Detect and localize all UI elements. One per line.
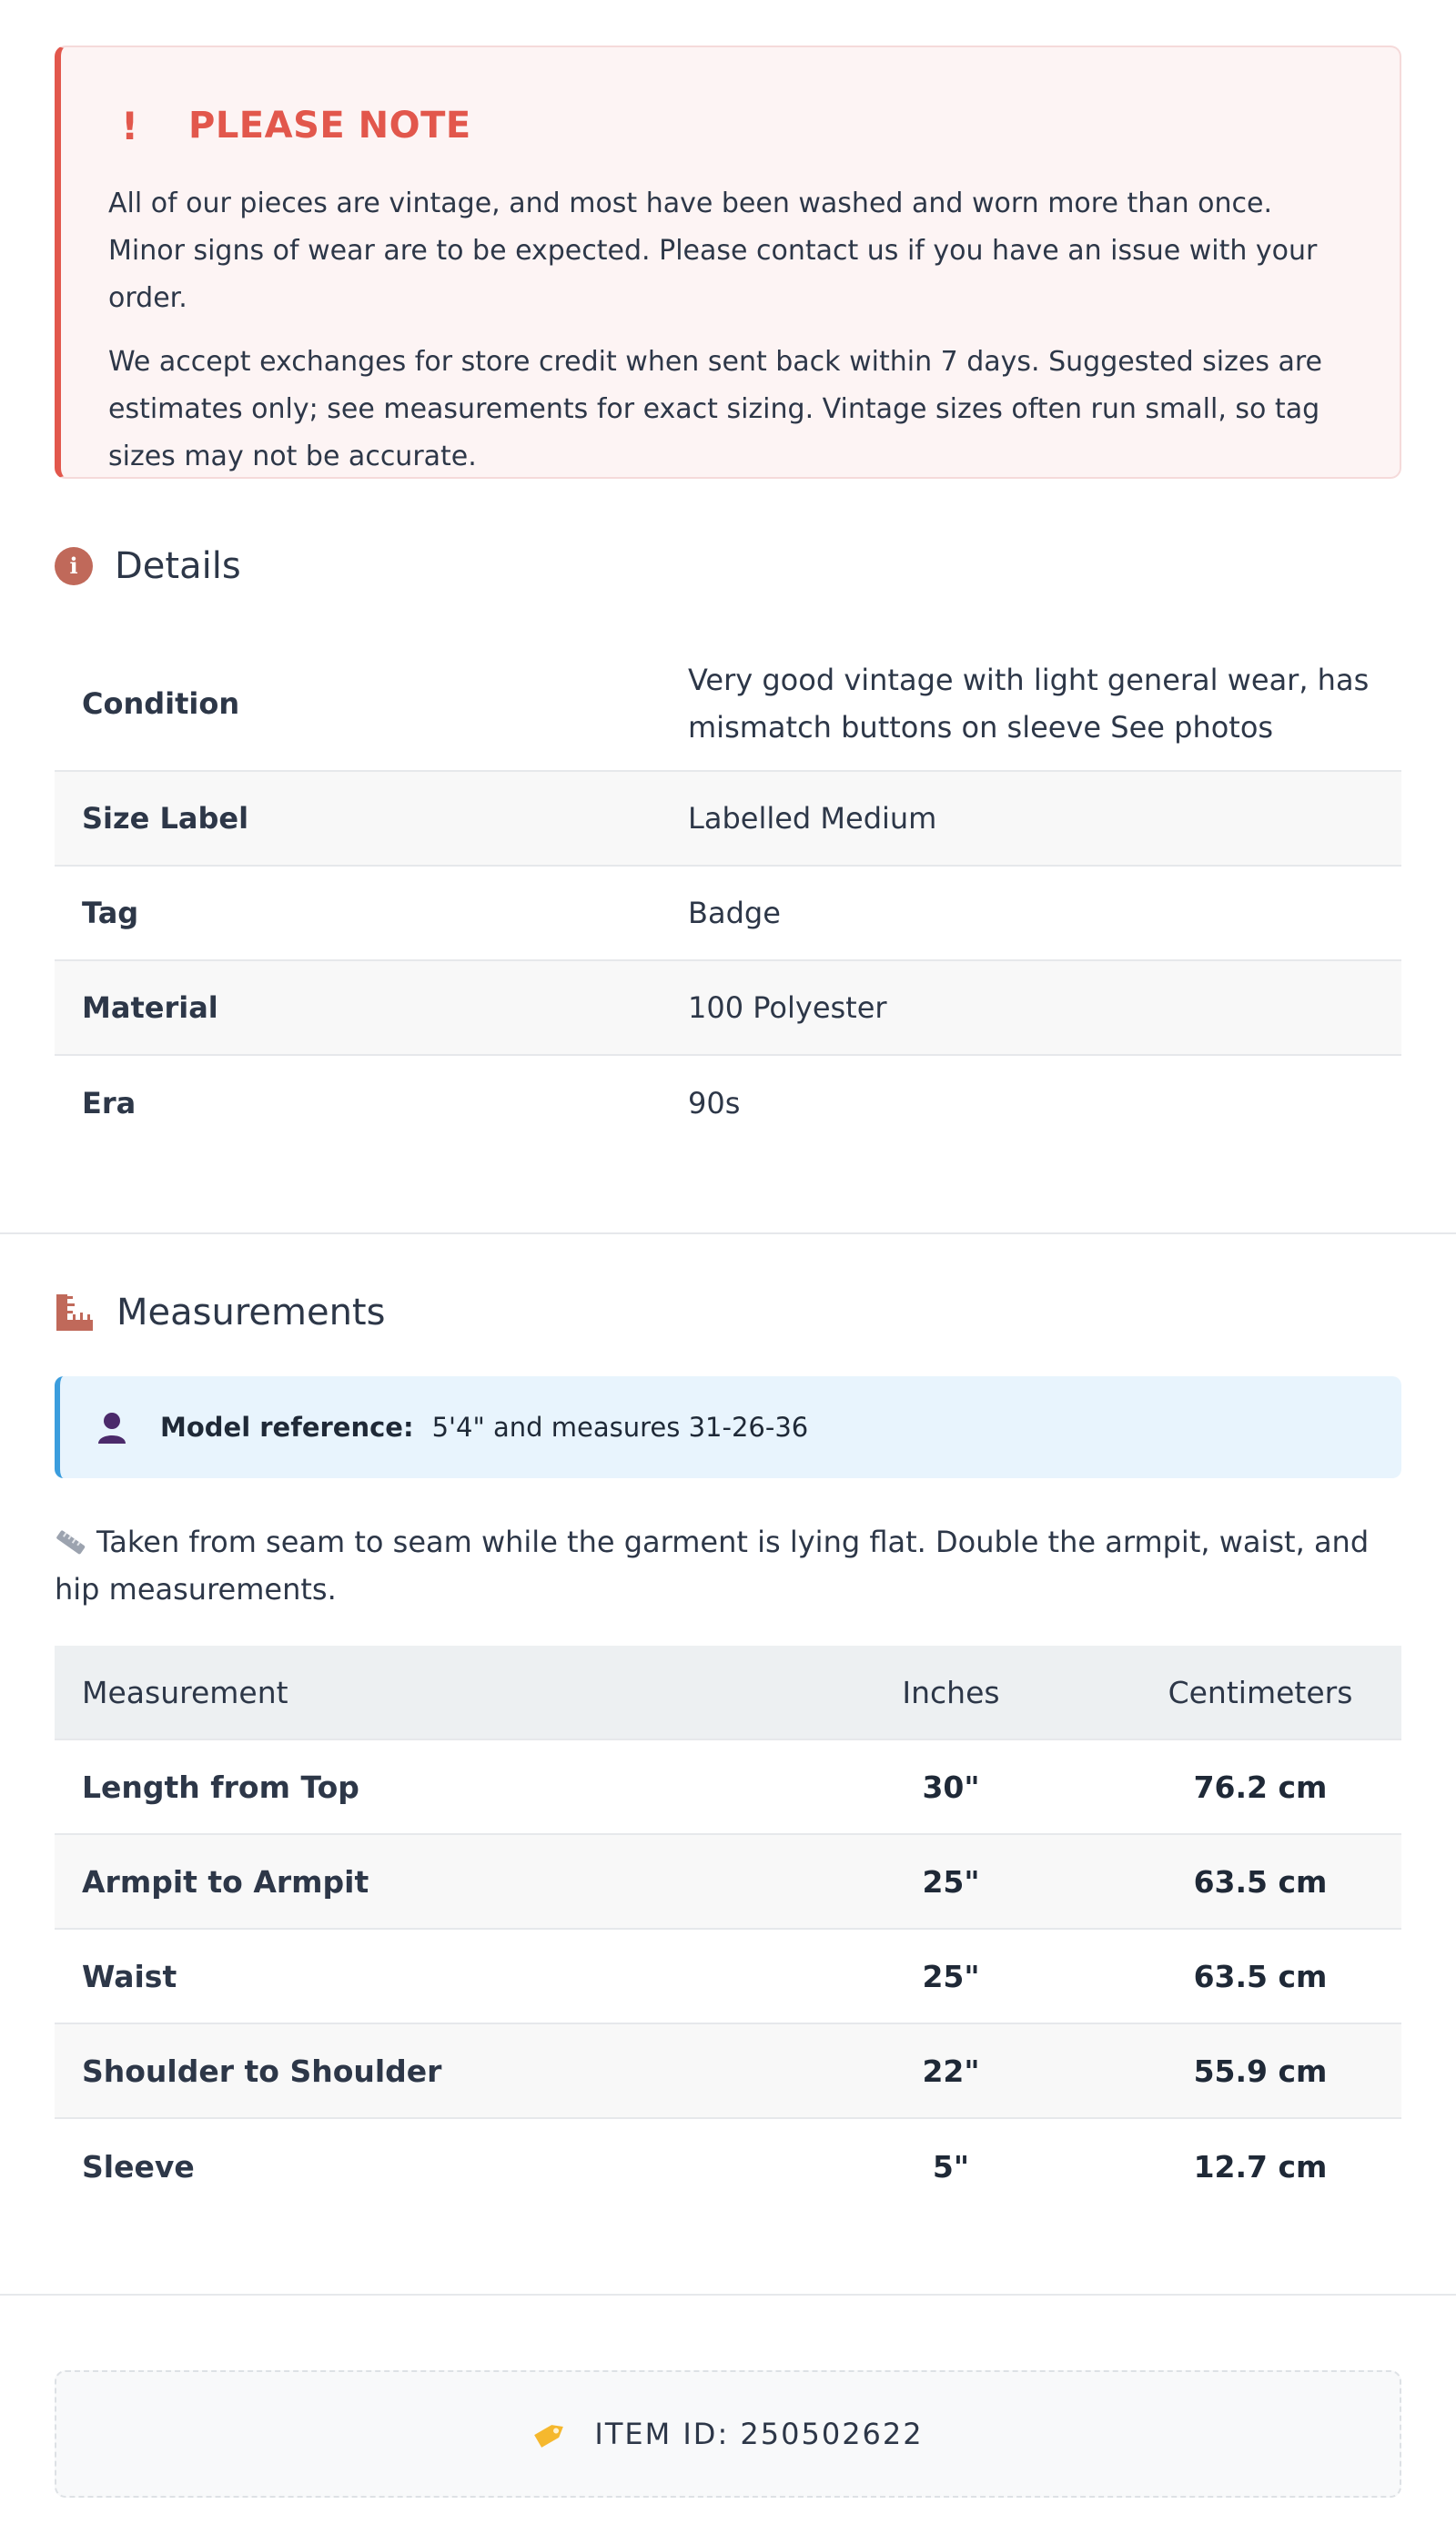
- details-value: 90s: [688, 1086, 741, 1120]
- details-label: Size Label: [82, 801, 249, 836]
- measurements-title: Measurements: [116, 1292, 386, 1333]
- measurement-name: Armpit to Armpit: [82, 1863, 369, 1900]
- section-divider: [0, 1232, 1456, 1234]
- header-measurement: Measurement: [82, 1674, 288, 1710]
- tag-icon: [532, 2418, 569, 2450]
- info-circle-icon: i: [55, 547, 93, 585]
- details-value: Badge: [688, 896, 781, 930]
- measurement-inches: 25": [922, 1863, 980, 1900]
- table-row: [55, 1930, 1401, 2024]
- measurement-note: [55, 1518, 1401, 1613]
- please-note-box: [55, 46, 1401, 479]
- table-row: [55, 1835, 1401, 1930]
- measurement-cm: 63.5 cm: [1193, 1863, 1328, 1900]
- details-label: Tag: [82, 896, 139, 930]
- item-id-label: ITEM ID: 250502622: [594, 2417, 924, 2451]
- measurement-name: Shoulder to Shoulder: [82, 2053, 442, 2089]
- details-label: Era: [82, 1086, 136, 1120]
- measurements-table: [55, 1646, 1401, 2214]
- details-title: Details: [115, 545, 241, 587]
- details-label: Condition: [82, 686, 240, 721]
- section-divider: [0, 2294, 1456, 2296]
- details-value: Very good vintage with light general wear, has mismatch buttons on sleeve See photos: [688, 663, 1370, 745]
- details-value: 100 Polyester: [688, 990, 887, 1025]
- measurement-name: Sleeve: [82, 2148, 195, 2185]
- details-row-era: [55, 1056, 1401, 1151]
- measurement-name: Waist: [82, 1958, 177, 1994]
- please-note-text: [108, 180, 1352, 481]
- measurement-name: Length from Top: [82, 1769, 359, 1805]
- ruler-icon: [55, 1293, 95, 1333]
- please-note-title: PLEASE NOTE: [188, 105, 471, 147]
- please-note-paragraph-2: We accept exchanges for store credit when sent back within 7 days. Suggested sizes are estimates only; see measurements for exact sizing. Vintage sizes often run small, so tag sizes may not be accurate.: [108, 346, 1323, 472]
- details-table: [55, 637, 1401, 1151]
- measurement-cm: 12.7 cm: [1193, 2148, 1328, 2185]
- person-icon: [96, 1411, 127, 1444]
- please-note-paragraph-1: All of our pieces are vintage, and most have been washed and worn more than once. Minor signs of wear are to be expected. Please contact us if you have an issue with your order.: [108, 188, 1318, 314]
- measurements-header: [55, 1285, 385, 1340]
- header-centimeters: Centimeters: [1168, 1674, 1353, 1710]
- measurement-inches: 5": [932, 2148, 970, 2185]
- details-header: [55, 539, 241, 593]
- measurement-cm: 76.2 cm: [1193, 1769, 1328, 1805]
- model-reference-value: 5'4" and measures 31-26-36: [431, 1412, 809, 1443]
- measurement-cm: 63.5 cm: [1193, 1958, 1328, 1994]
- table-row: [55, 1740, 1401, 1835]
- exclamation-icon: !: [121, 103, 139, 148]
- measurement-inches: 25": [922, 1958, 980, 1994]
- details-row-tag: [55, 867, 1401, 961]
- measurement-cm: 55.9 cm: [1193, 2053, 1328, 2089]
- table-row: [55, 2024, 1401, 2119]
- ruler-pencil-icon: [55, 1528, 87, 1556]
- table-header-row: [55, 1646, 1401, 1740]
- details-value: Labelled Medium: [688, 801, 937, 836]
- details-row-material: [55, 961, 1401, 1056]
- table-row: [55, 2119, 1401, 2214]
- item-id-box: [55, 2370, 1401, 2498]
- details-row-size-label: [55, 772, 1401, 867]
- model-reference-label: Model reference:: [160, 1412, 414, 1443]
- measurement-inches: 30": [922, 1769, 980, 1805]
- please-note-header: [108, 98, 1352, 153]
- model-reference-box: [55, 1376, 1401, 1478]
- details-label: Material: [82, 990, 218, 1025]
- header-inches: Inches: [902, 1674, 1000, 1710]
- measurement-inches: 22": [922, 2053, 980, 2089]
- measurement-note-text: Taken from seam to seam while the garment is lying flat. Double the armpit, waist, and hip measurements.: [55, 1525, 1370, 1607]
- details-row-condition: [55, 637, 1401, 772]
